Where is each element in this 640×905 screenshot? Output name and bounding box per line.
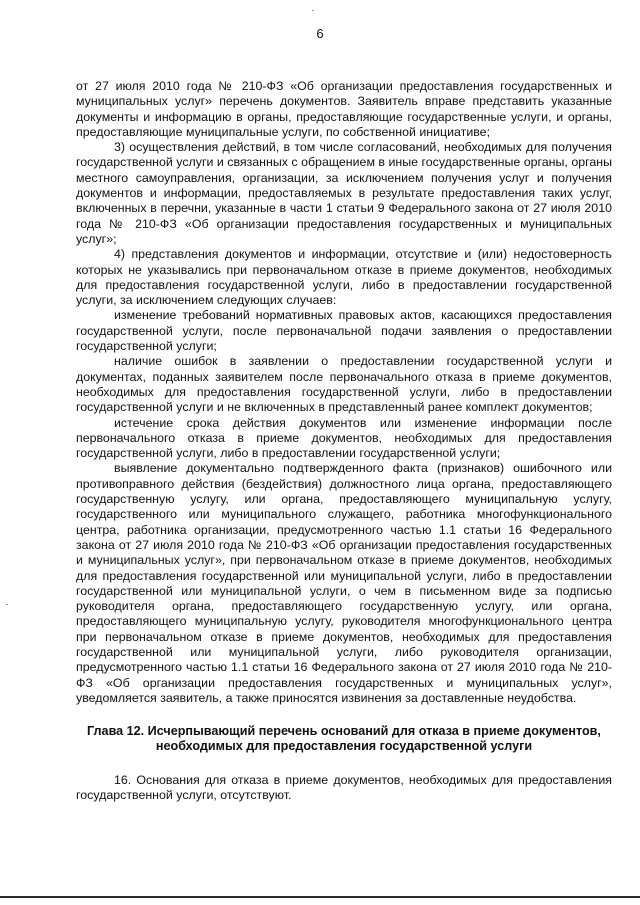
page-number: 6 bbox=[316, 26, 324, 41]
paragraph-case-requirements-change: изменение требований нормативных правовых актов, касающихся предоставления государственной услуги, после первоначальной подачи заявления о предоставлении государственной услуги; bbox=[76, 308, 612, 354]
paragraph-continuation: от 27 июля 2010 года № 210-ФЗ «Об организации предоставления государственных и муниципальных услуг» перечень документов. Заявитель вправе представить указанные документы и информацию в органы, предоставляющие государственные услуги, и органы, предоставляющие муниципальные услуги, по собственной инициативе; bbox=[76, 79, 612, 139]
paragraph-item-3: 3) осуществления действий, в том числе согласований, необходимых для получения государственной услуги и связанных с обращением в иные государственные органы, органы местного самоуправления, организации, за исключением получения услуг и получения документов и информации, предоставляемых в результате предоставления таких услуг, включенных в перечни, указанные в части 1 статьи 9 Федерального закона от 27 июля 2010 года № 210-ФЗ «Об организации предоставления государственных и муниципальных услуг»; bbox=[76, 140, 612, 246]
scan-edge-line bbox=[0, 896, 640, 898]
scan-speck bbox=[312, 10, 314, 11]
paragraph-item-4: 4) представления документов и информации, отсутствие и (или) недостоверность которых не указывались при первоначальном отказе в приеме документов, необходимых для предоставления государственной услуги, либо в предоставлении государственной услуги, за исключением следующих случаев: bbox=[76, 247, 612, 308]
paragraph-case-errors: наличие ошибок в заявлении о предоставлении государственной услуги и документах, поданных заявителем после первоначального отказа в приеме документов, необходимых для предоставления государственной услуги, либо в предоставлении государственной услуги и не включенных в представленный ранее комплект документов; bbox=[76, 354, 612, 415]
paragraph-case-expiry: истечение срока действия документов или изменение информации после первоначального отказа в приеме документов, необходимых для предоставления государственной услуги, либо в предоставлении государственной услуги; bbox=[76, 415, 612, 461]
document-body bbox=[76, 79, 612, 803]
paragraph-16: 16. Основания для отказа в приеме документов, необходимых для предоставления государственной услуги, отсутствуют. bbox=[76, 772, 612, 803]
scan-speck bbox=[6, 604, 8, 605]
chapter-heading: Глава 12. Исчерпывающий перечень оснований для отказа в приеме документов, необходимых для предоставления государственной услуги bbox=[87, 724, 601, 754]
paragraph-case-wrongful-action: выявление документально подтвержденного факта (признаков) ошибочного или противоправного действия (бездействия) должностного лица органа, предоставляющего государственную услугу, или органа, предоставляющего муниципальную услугу, государственного или муниципального служащего, работника многофункционального центра, работника организации, предусмотренного частью 1.1 статьи 16 Федерального закона от 27 июля 2010 года № 210-ФЗ «Об организации предоставления государственных и муниципальных услуг», при первоначальном отказе в приеме документов, необходимых для предоставления государственной или муниципальной услуги, либо в предоставлении государственной или муниципальной услуги, о чем в письменном виде за подписью руководителя органа, предоставляющего государственную услугу, или органа, предоставляющего муниципальную услугу, руководителя многофункционального центра при первоначальном отказе в приеме документов, необходимых для предоставления государственной или муниципальной услуги, либо руководителя организации, предусмотренного частью 1.1 статьи 16 Федерального закона от 27 июля 2010 года № 210-ФЗ «Об организации предоставления государственных и муниципальных услуг», уведомляется заявитель, а также приносятся извинения за доставленные неудобства. bbox=[76, 461, 612, 705]
